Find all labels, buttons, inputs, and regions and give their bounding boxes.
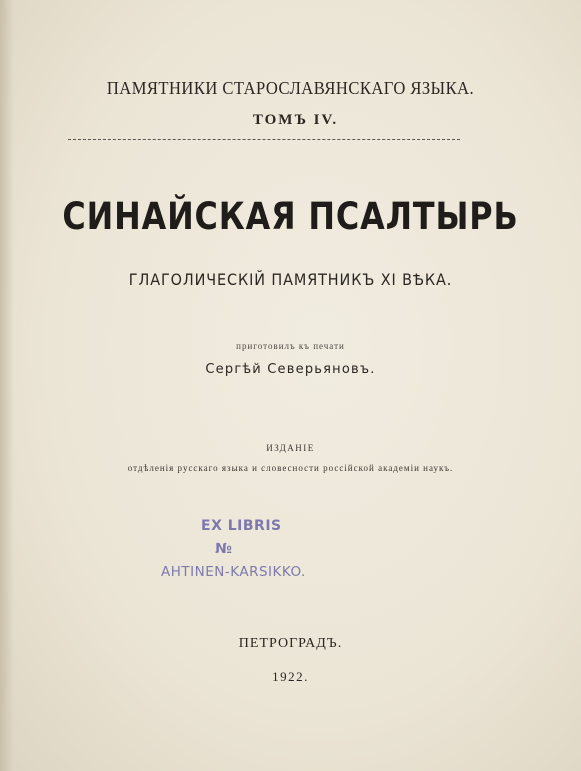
publication-year: 1922. bbox=[272, 669, 309, 684]
publication-city: ПЕТРОГРАДЪ. bbox=[238, 636, 343, 651]
subtitle: ГЛАГОЛИЧЕСКІЙ ПАМЯТНИКЪ XI ВѢКА. bbox=[128, 270, 453, 289]
stamp-number-sign: № bbox=[215, 541, 233, 557]
divider-rule bbox=[68, 139, 460, 140]
volume-number: ТОМЪ IV. bbox=[252, 112, 339, 128]
edition-label: ИЗДАНІЕ bbox=[266, 443, 315, 453]
publisher-line: отдѣленія русскаго языка и словесности россійской академіи наукъ. bbox=[127, 463, 454, 473]
ex-libris-stamp: EX LIBRIS bbox=[201, 518, 282, 534]
main-title: СИНАЙСКАЯ ПСАЛТЫРЬ bbox=[62, 195, 519, 238]
author-name: Сергѣй Северьяновъ. bbox=[205, 362, 376, 377]
series-title: ПАМЯТНИКИ СТАРОСЛАВЯНСКАГО ЯЗЫКА. bbox=[106, 78, 475, 98]
stamp-owner-name: AHTINEN-KARSIKKO. bbox=[161, 564, 306, 580]
prepared-by-label: приготовилъ къ печати bbox=[236, 341, 345, 351]
